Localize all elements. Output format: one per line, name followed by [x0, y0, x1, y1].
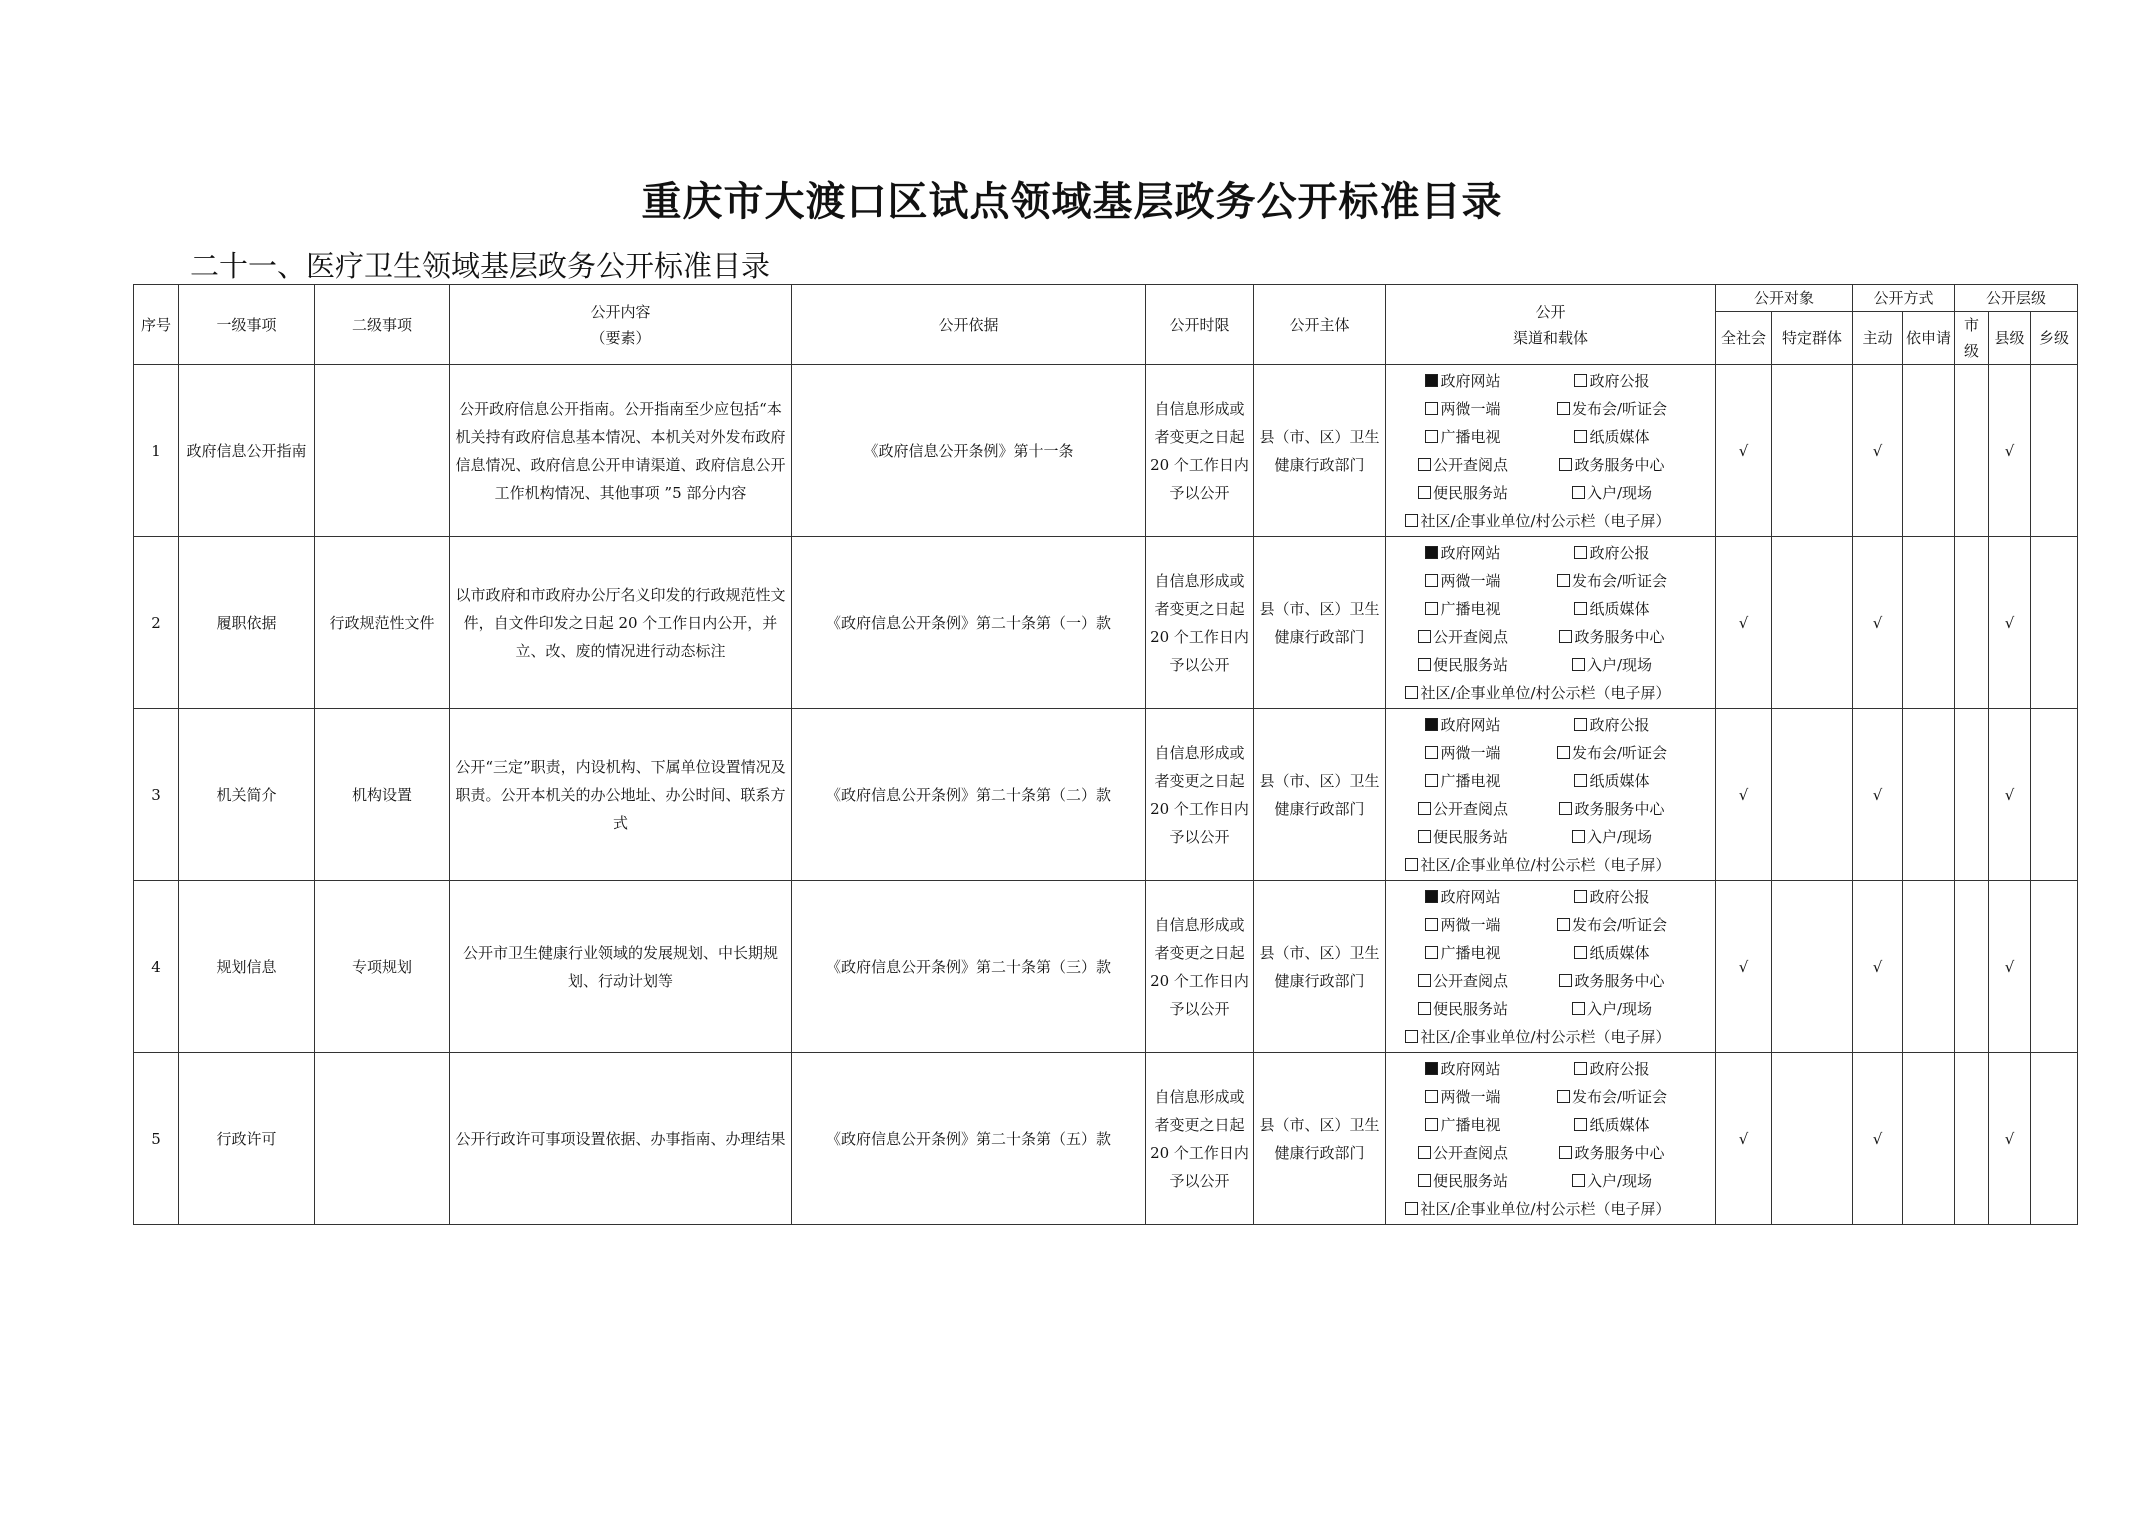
channel-gov-website [1389, 539, 1537, 567]
checkbox-icon [1425, 1118, 1438, 1131]
checkbox-icon [1574, 430, 1587, 443]
checkbox-icon [1572, 658, 1585, 671]
checkbox-icon [1418, 802, 1431, 815]
channel-label: 政务服务中心 [1574, 1143, 1665, 1162]
channel-gov-website [1389, 883, 1537, 911]
checkbox-icon [1425, 718, 1438, 731]
channel-door-to-door [1537, 1167, 1687, 1195]
level-township-cell [2031, 709, 2078, 881]
channel-label: 入户/现场 [1586, 827, 1653, 846]
mode-request-cell [1903, 709, 1955, 881]
channel-label: 入户/现场 [1586, 1171, 1653, 1190]
header-content [450, 285, 792, 365]
checkbox-icon [1557, 918, 1570, 931]
table-row [134, 365, 2078, 537]
table-row [134, 881, 2078, 1053]
checkbox-icon [1574, 774, 1587, 787]
row-level2 [315, 365, 450, 537]
table-row [134, 537, 2078, 709]
header-content-line1: 公开内容 [590, 302, 651, 321]
header-content-line2: （要素） [590, 328, 651, 347]
channel-reading-point [1389, 967, 1537, 995]
level-county-check: √ [1989, 881, 2031, 1053]
checkbox-icon [1559, 802, 1572, 815]
row-level1: 政府信息公开指南 [179, 365, 315, 537]
channel-label: 广播电视 [1440, 943, 1501, 962]
checkbox-icon [1418, 974, 1431, 987]
checkbox-icon [1574, 890, 1587, 903]
audience-specific-cell [1772, 537, 1853, 709]
mode-request-cell [1903, 881, 1955, 1053]
channel-label: 广播电视 [1440, 599, 1501, 618]
audience-all-check: √ [1716, 881, 1772, 1053]
row-index: 4 [134, 881, 179, 1053]
channel-label: 广播电视 [1440, 1115, 1501, 1134]
mode-active-check: √ [1853, 709, 1903, 881]
checkbox-icon [1405, 1202, 1418, 1215]
checkbox-icon [1572, 1174, 1585, 1187]
channel-broadcast-tv [1389, 767, 1537, 795]
checkbox-icon [1557, 402, 1570, 415]
channel-label: 政务服务中心 [1574, 627, 1665, 646]
channel-gov-gazette [1537, 539, 1687, 567]
channel-bulletin [1389, 1195, 1687, 1223]
row-content: 公开“三定”职责，内设机构、下属单位设置情况及职责。公开本机关的办公地址、办公时间、联系方式 [450, 709, 792, 881]
channel-reading-point [1389, 623, 1537, 651]
checkbox-icon [1418, 458, 1431, 471]
channel-weibo-weixin [1389, 739, 1537, 767]
channel-label: 入户/现场 [1586, 483, 1653, 502]
header-basis: 公开依据 [792, 285, 1146, 365]
row-index: 3 [134, 709, 179, 881]
table-row [134, 709, 2078, 881]
checkbox-icon [1425, 430, 1438, 443]
channel-weibo-weixin [1389, 567, 1537, 595]
channel-label: 政务服务中心 [1574, 799, 1665, 818]
row-content: 公开市卫生健康行业领域的发展规划、中长期规划、行动计划等 [450, 881, 792, 1053]
header-mode: 公开方式 [1853, 285, 1955, 312]
row-level2: 专项规划 [315, 881, 450, 1053]
checkbox-icon [1425, 890, 1438, 903]
table-row [134, 1053, 2078, 1225]
channel-gov-website [1389, 1055, 1537, 1083]
channel-label: 社区/企事业单位/村公示栏（电子屏） [1420, 855, 1671, 874]
checkbox-icon [1425, 746, 1438, 759]
row-basis: 《政府信息公开条例》第十一条 [792, 365, 1146, 537]
channel-label: 政府网站 [1440, 715, 1501, 734]
channel-gov-website [1389, 367, 1537, 395]
row-subject: 县（市、区）卫生健康行政部门 [1254, 709, 1386, 881]
channel-gov-website [1389, 711, 1537, 739]
row-subject: 县（市、区）卫生健康行政部门 [1254, 1053, 1386, 1225]
mode-active-check: √ [1853, 537, 1903, 709]
row-channels [1386, 709, 1716, 881]
channel-label: 纸质媒体 [1589, 771, 1650, 790]
audience-specific-cell [1772, 1053, 1853, 1225]
checkbox-icon [1557, 574, 1570, 587]
row-level1: 规划信息 [179, 881, 315, 1053]
channel-convenience-station [1389, 823, 1537, 851]
header-time-limit: 公开时限 [1146, 285, 1254, 365]
checkbox-icon [1559, 1146, 1572, 1159]
checkbox-icon [1574, 546, 1587, 559]
channel-label: 公开查阅点 [1432, 799, 1508, 818]
row-subject: 县（市、区）卫生健康行政部门 [1254, 537, 1386, 709]
mode-request-cell [1903, 537, 1955, 709]
channel-label: 公开查阅点 [1432, 627, 1508, 646]
channel-label: 政府公报 [1589, 543, 1650, 562]
header-level1: 一级事项 [179, 285, 315, 365]
header-audience-all: 全社会 [1716, 312, 1772, 365]
checkbox-icon [1418, 658, 1431, 671]
level-city-cell [1955, 709, 1989, 881]
channel-print-media [1537, 595, 1687, 623]
checkbox-icon [1572, 830, 1585, 843]
channel-label: 两微一端 [1440, 571, 1501, 590]
checkbox-icon [1405, 514, 1418, 527]
checkbox-icon [1559, 630, 1572, 643]
row-channels [1386, 537, 1716, 709]
level-county-check: √ [1989, 1053, 2031, 1225]
channel-print-media [1537, 767, 1687, 795]
level-county-check: √ [1989, 365, 2031, 537]
row-basis: 《政府信息公开条例》第二十条第（一）款 [792, 537, 1146, 709]
checkbox-icon [1574, 718, 1587, 731]
row-content: 公开政府信息公开指南。公开指南至少应包括“本机关持有政府信息基本情况、本机关对外发布政府信息情况、政府信息公开申请渠道、政府信息公开工作机构情况、其他事项 ”5 部分内容 [450, 365, 792, 537]
channel-label: 社区/企事业单位/村公示栏（电子屏） [1420, 1027, 1671, 1046]
checkbox-icon [1574, 602, 1587, 615]
row-time-limit: 自信息形成或者变更之日起 20 个工作日内予以公开 [1146, 709, 1254, 881]
channel-label: 纸质媒体 [1589, 1115, 1650, 1134]
row-channels [1386, 365, 1716, 537]
checkbox-icon [1559, 974, 1572, 987]
checkbox-icon [1418, 630, 1431, 643]
checkbox-icon [1425, 546, 1438, 559]
channel-label: 便民服务站 [1432, 483, 1508, 502]
channel-press-hearing [1537, 739, 1687, 767]
row-level2 [315, 1053, 450, 1225]
channel-service-center [1537, 795, 1687, 823]
document-title: 重庆市大渡口区试点领域基层政务公开标准目录 [641, 178, 1503, 225]
row-basis: 《政府信息公开条例》第二十条第（五）款 [792, 1053, 1146, 1225]
channel-service-center [1537, 451, 1687, 479]
channel-label: 纸质媒体 [1589, 427, 1650, 446]
channel-label: 两微一端 [1440, 399, 1501, 418]
audience-specific-cell [1772, 365, 1853, 537]
header-level-county: 县级 [1989, 312, 2031, 365]
level-township-cell [2031, 365, 2078, 537]
level-city-cell [1955, 365, 1989, 537]
header-index: 序号 [134, 285, 179, 365]
channel-label: 社区/企事业单位/村公示栏（电子屏） [1420, 683, 1671, 702]
channel-label: 社区/企事业单位/村公示栏（电子屏） [1420, 1199, 1671, 1218]
header-channel [1386, 285, 1716, 365]
channel-label: 政府公报 [1589, 887, 1650, 906]
catalog-table [133, 284, 2078, 1225]
channel-label: 两微一端 [1440, 1087, 1501, 1106]
channel-label: 入户/现场 [1586, 655, 1653, 674]
channel-gov-gazette [1537, 883, 1687, 911]
channel-label: 广播电视 [1440, 427, 1501, 446]
channel-service-center [1537, 1139, 1687, 1167]
checkbox-icon [1425, 774, 1438, 787]
channel-label: 政府网站 [1440, 1059, 1501, 1078]
level-county-check: √ [1989, 537, 2031, 709]
row-content: 公开行政许可事项设置依据、办事指南、办理结果 [450, 1053, 792, 1225]
channel-print-media [1537, 1111, 1687, 1139]
channel-service-center [1537, 623, 1687, 651]
header-level-city: 市级 [1955, 312, 1989, 365]
channel-door-to-door [1537, 995, 1687, 1023]
row-channels [1386, 881, 1716, 1053]
channel-label: 便民服务站 [1432, 999, 1508, 1018]
checkbox-icon [1574, 1062, 1587, 1075]
channel-reading-point [1389, 1139, 1537, 1167]
audience-all-check: √ [1716, 709, 1772, 881]
level-city-cell [1955, 881, 1989, 1053]
checkbox-icon [1572, 1002, 1585, 1015]
checkbox-icon [1405, 1030, 1418, 1043]
channel-label: 纸质媒体 [1589, 943, 1650, 962]
mode-active-check: √ [1853, 365, 1903, 537]
checkbox-icon [1418, 486, 1431, 499]
checkbox-icon [1418, 1174, 1431, 1187]
mode-request-cell [1903, 1053, 1955, 1225]
checkbox-icon [1425, 1062, 1438, 1075]
row-level2: 机构设置 [315, 709, 450, 881]
checkbox-icon [1425, 918, 1438, 931]
channel-gov-gazette [1537, 711, 1687, 739]
channel-label: 纸质媒体 [1589, 599, 1650, 618]
channel-reading-point [1389, 795, 1537, 823]
channel-label: 发布会/听证会 [1571, 743, 1668, 762]
channel-label: 两微一端 [1440, 915, 1501, 934]
checkbox-icon [1559, 458, 1572, 471]
checkbox-icon [1405, 686, 1418, 699]
row-basis: 《政府信息公开条例》第二十条第（二）款 [792, 709, 1146, 881]
row-subject: 县（市、区）卫生健康行政部门 [1254, 365, 1386, 537]
row-basis: 《政府信息公开条例》第二十条第（三）款 [792, 881, 1146, 1053]
row-channels [1386, 1053, 1716, 1225]
channel-gov-gazette [1537, 1055, 1687, 1083]
mode-request-cell [1903, 365, 1955, 537]
row-level1: 行政许可 [179, 1053, 315, 1225]
channel-press-hearing [1537, 911, 1687, 939]
level-township-cell [2031, 1053, 2078, 1225]
checkbox-icon [1425, 946, 1438, 959]
channel-bulletin [1389, 679, 1687, 707]
channel-label: 政府公报 [1589, 715, 1650, 734]
row-index: 5 [134, 1053, 179, 1225]
channel-bulletin [1389, 851, 1687, 879]
channel-label: 政府网站 [1440, 543, 1501, 562]
channel-broadcast-tv [1389, 595, 1537, 623]
channel-convenience-station [1389, 651, 1537, 679]
level-township-cell [2031, 881, 2078, 1053]
level-township-cell [2031, 537, 2078, 709]
channel-service-center [1537, 967, 1687, 995]
channel-label: 政府公报 [1589, 1059, 1650, 1078]
row-content: 以市政府和市政府办公厅名义印发的行政规范性文件，自文件印发之日起 20 个工作日内公开，并立、改、废的情况进行动态标注 [450, 537, 792, 709]
header-channel-line1: 公开 [1535, 302, 1566, 321]
row-time-limit: 自信息形成或者变更之日起 20 个工作日内予以公开 [1146, 881, 1254, 1053]
mode-active-check: √ [1853, 1053, 1903, 1225]
channel-label: 社区/企事业单位/村公示栏（电子屏） [1420, 511, 1671, 530]
checkbox-icon [1557, 746, 1570, 759]
level-county-check: √ [1989, 709, 2031, 881]
header-level: 公开层级 [1955, 285, 2078, 312]
channel-door-to-door [1537, 823, 1687, 851]
channel-print-media [1537, 423, 1687, 451]
channel-label: 公开查阅点 [1432, 971, 1508, 990]
channel-label: 公开查阅点 [1432, 455, 1508, 474]
channel-bulletin [1389, 507, 1687, 535]
channel-label: 发布会/听证会 [1571, 1087, 1668, 1106]
checkbox-icon [1425, 374, 1438, 387]
channel-convenience-station [1389, 995, 1537, 1023]
level-city-cell [1955, 1053, 1989, 1225]
channel-press-hearing [1537, 1083, 1687, 1111]
audience-all-check: √ [1716, 365, 1772, 537]
channel-label: 公开查阅点 [1432, 1143, 1508, 1162]
checkbox-icon [1574, 1118, 1587, 1131]
header-level2: 二级事项 [315, 285, 450, 365]
audience-all-check: √ [1716, 1053, 1772, 1225]
channel-label: 政府公报 [1589, 371, 1650, 390]
header-level-township: 乡级 [2031, 312, 2078, 365]
level-city-cell [1955, 537, 1989, 709]
row-level1: 履职依据 [179, 537, 315, 709]
audience-specific-cell [1772, 881, 1853, 1053]
section-title: 二十一、医疗卫生领域基层政务公开标准目录 [190, 249, 771, 283]
row-time-limit: 自信息形成或者变更之日起 20 个工作日内予以公开 [1146, 365, 1254, 537]
row-subject: 县（市、区）卫生健康行政部门 [1254, 881, 1386, 1053]
channel-label: 发布会/听证会 [1571, 571, 1668, 590]
channel-label: 便民服务站 [1432, 1171, 1508, 1190]
checkbox-icon [1418, 1002, 1431, 1015]
channel-convenience-station [1389, 1167, 1537, 1195]
channel-bulletin [1389, 1023, 1687, 1051]
channel-broadcast-tv [1389, 1111, 1537, 1139]
checkbox-icon [1418, 830, 1431, 843]
channel-label: 广播电视 [1440, 771, 1501, 790]
table-header [134, 285, 2078, 365]
channel-press-hearing [1537, 395, 1687, 423]
channel-gov-gazette [1537, 367, 1687, 395]
channel-broadcast-tv [1389, 939, 1537, 967]
row-index: 2 [134, 537, 179, 709]
row-level2: 行政规范性文件 [315, 537, 450, 709]
header-mode-request: 依申请 [1903, 312, 1955, 365]
channel-weibo-weixin [1389, 395, 1537, 423]
channel-label: 政府网站 [1440, 887, 1501, 906]
checkbox-icon [1572, 486, 1585, 499]
checkbox-icon [1425, 574, 1438, 587]
channel-label: 便民服务站 [1432, 655, 1508, 674]
channel-label: 发布会/听证会 [1571, 915, 1668, 934]
header-subject: 公开主体 [1254, 285, 1386, 365]
audience-all-check: √ [1716, 537, 1772, 709]
row-index: 1 [134, 365, 179, 537]
channel-label: 政务服务中心 [1574, 455, 1665, 474]
channel-door-to-door [1537, 651, 1687, 679]
channel-press-hearing [1537, 567, 1687, 595]
channel-weibo-weixin [1389, 911, 1537, 939]
channel-label: 入户/现场 [1586, 999, 1653, 1018]
channel-convenience-station [1389, 479, 1537, 507]
checkbox-icon [1425, 602, 1438, 615]
channel-weibo-weixin [1389, 1083, 1537, 1111]
channel-label: 两微一端 [1440, 743, 1501, 762]
header-channel-line2: 渠道和载体 [1512, 328, 1588, 347]
header-audience: 公开对象 [1716, 285, 1853, 312]
checkbox-icon [1425, 402, 1438, 415]
channel-label: 便民服务站 [1432, 827, 1508, 846]
header-mode-active: 主动 [1853, 312, 1903, 365]
channel-label: 政府网站 [1440, 371, 1501, 390]
checkbox-icon [1418, 1146, 1431, 1159]
checkbox-icon [1574, 946, 1587, 959]
channel-label: 政务服务中心 [1574, 971, 1665, 990]
checkbox-icon [1425, 1090, 1438, 1103]
channel-label: 发布会/听证会 [1571, 399, 1668, 418]
header-audience-specific: 特定群体 [1772, 312, 1853, 365]
channel-print-media [1537, 939, 1687, 967]
channel-door-to-door [1537, 479, 1687, 507]
row-level1: 机关简介 [179, 709, 315, 881]
row-time-limit: 自信息形成或者变更之日起 20 个工作日内予以公开 [1146, 1053, 1254, 1225]
checkbox-icon [1557, 1090, 1570, 1103]
checkbox-icon [1574, 374, 1587, 387]
row-time-limit: 自信息形成或者变更之日起 20 个工作日内予以公开 [1146, 537, 1254, 709]
audience-specific-cell [1772, 709, 1853, 881]
table-body [134, 365, 2078, 1225]
channel-broadcast-tv [1389, 423, 1537, 451]
checkbox-icon [1405, 858, 1418, 871]
mode-active-check: √ [1853, 881, 1903, 1053]
channel-reading-point [1389, 451, 1537, 479]
